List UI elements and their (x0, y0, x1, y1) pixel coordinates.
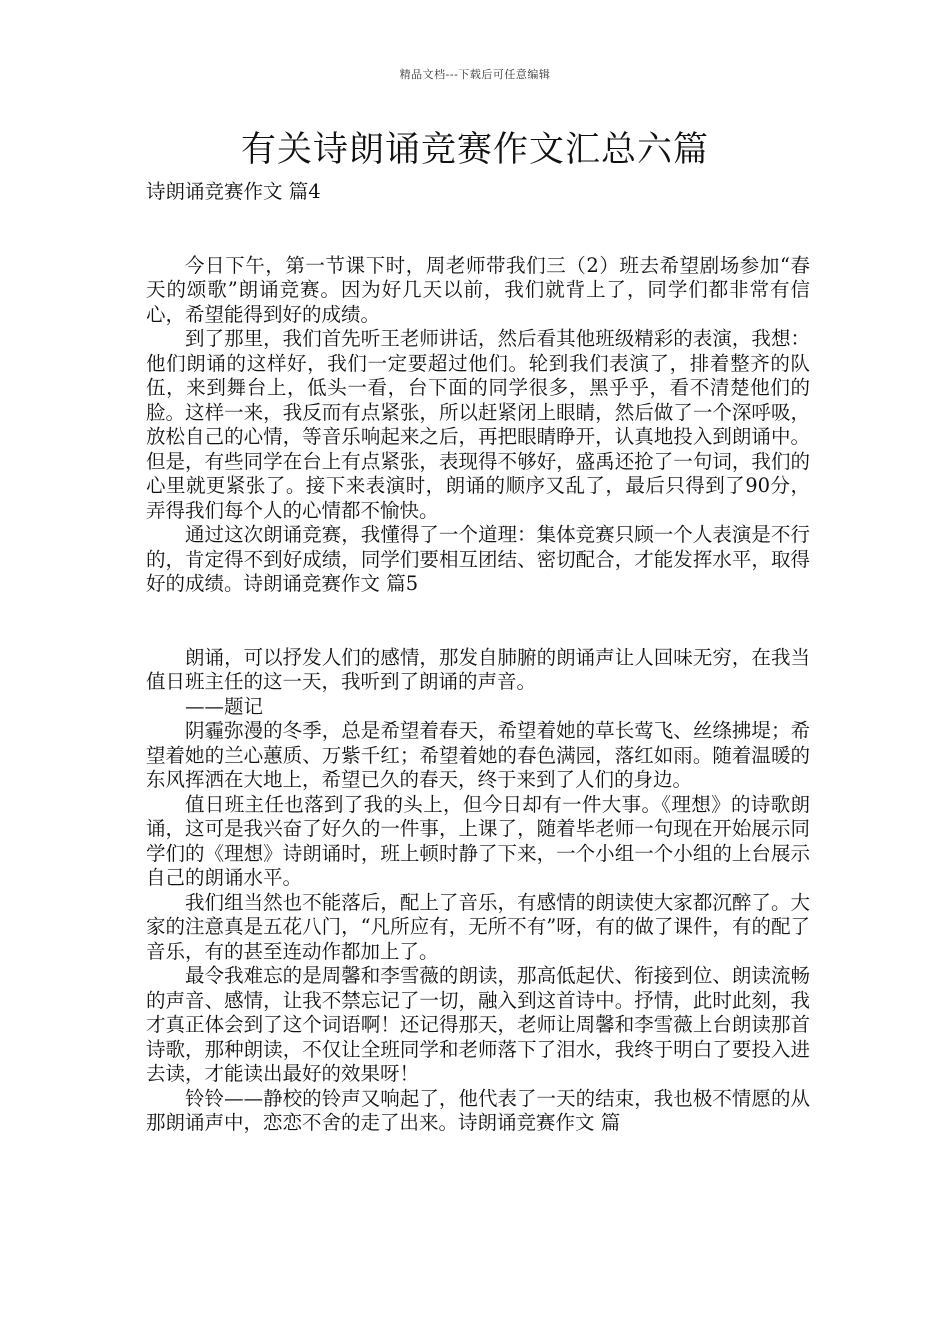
section-spacer (146, 597, 810, 646)
paragraph: 阴霾弥漫的冬季，总是希望着春天，希望着她的草长莺飞、丝绦拂堤；希望着她的兰心蕙质、万紫千红；希望着她的春色满园，落红如雨。随着温暖的东风挥洒在大地上，希望已久的春天，终于来到了人们的身边。 (146, 719, 810, 791)
header-note: 精品文档---下载后可任意编辑 (399, 68, 551, 81)
paragraph: 最令我难忘的是周馨和李雪薇的朗读，那高低起伏、衔接到位、朗读流畅的声音、感情，让我不禁忘记了一切，融入到这首诗中。抒情，此时此刻，我才真正体会到了这个词语啊！还记得那天，老师让周馨和李雪薇上台朗读那首诗歌，那种朗读，不仅让全班同学和老师落下了泪水，我终于明白了要投入进去读，才能读出最好的效果呀！ (146, 964, 810, 1085)
paragraph: 今日下午，第一节课下时，周老师带我们三（2）班去希望剧场参加“春天的颂歌”朗诵竞赛。因为好几天以前，我们就背上了，同学们都非常有信心，希望能得到好的成绩。 (146, 253, 810, 326)
paragraph: 铃铃——静校的铃声又响起了，他代表了一天的结束，我也极不情愿的从那朗诵声中，恋恋不舍的走了出来。诗朗诵竞赛作文 篇 (146, 1086, 810, 1134)
section-heading: 诗朗诵竞赛作文 篇4 (146, 180, 321, 203)
paragraph: 我们组当然也不能落后，配上了音乐，有感情的朗读使大家都沉醉了。大家的注意真是五花八门，“凡所应有，无所不有”呀，有的做了课件，有的配了音乐，有的甚至连动作都加上了。 (146, 890, 810, 963)
epigraph-label: ——题记 (185, 694, 264, 718)
section-spacer (146, 205, 810, 254)
document-body (146, 180, 810, 1136)
paragraph: 到了那里，我们首先听王老师讲话，然后看其他班级精彩的表演，我想：他们朗诵的这样好，我们一定要超过他们。轮到我们表演了，排着整齐的队伍，来到舞台上，低头一看，台下面的同学很多，黑乎乎，看不清楚他们的脸。这样一来，我反而有点紧张，所以赶紧闭上眼睛，然后做了一个深呼吸，放松自己的心情，等音乐响起来之后，再把眼睛睁开，认真地投入到朗诵中。但是，有些同学在台上有点紧张，表现得不够好，盛禹还抢了一句词，我们的心里就更紧张了。接下来表演时，朗诵的顺序又乱了，最后只得到了90分，弄得我们每个人的心情都不愉快。 (146, 327, 810, 522)
paragraph: 朗诵，可以抒发人们的感情，那发自肺腑的朗诵声让人回味无穷，在我当值日班主任的这一天，我听到了朗诵的声音。 (146, 645, 810, 693)
document-title: 有关诗朗诵竞赛作文汇总六篇 (240, 130, 709, 170)
paragraph: 值日班主任也落到了我的头上，但今日却有一件大事。《理想》的诗歌朗诵，这可是我兴奋了好久的一件事，上课了，随着毕老师一句现在开始展示同学们的《理想》诗朗诵时，班上顿时静了下来，一个小组一个小组的上台展示自己的朗诵水平。 (146, 792, 810, 889)
paragraph: 通过这次朗诵竞赛，我懂得了一个道理：集体竞赛只顾一个人表演是不行的，肯定得不到好成绩，同学们要相互团结、密切配合，才能发挥水平，取得好的成绩。诗朗诵竞赛作文 篇5 (146, 523, 810, 595)
